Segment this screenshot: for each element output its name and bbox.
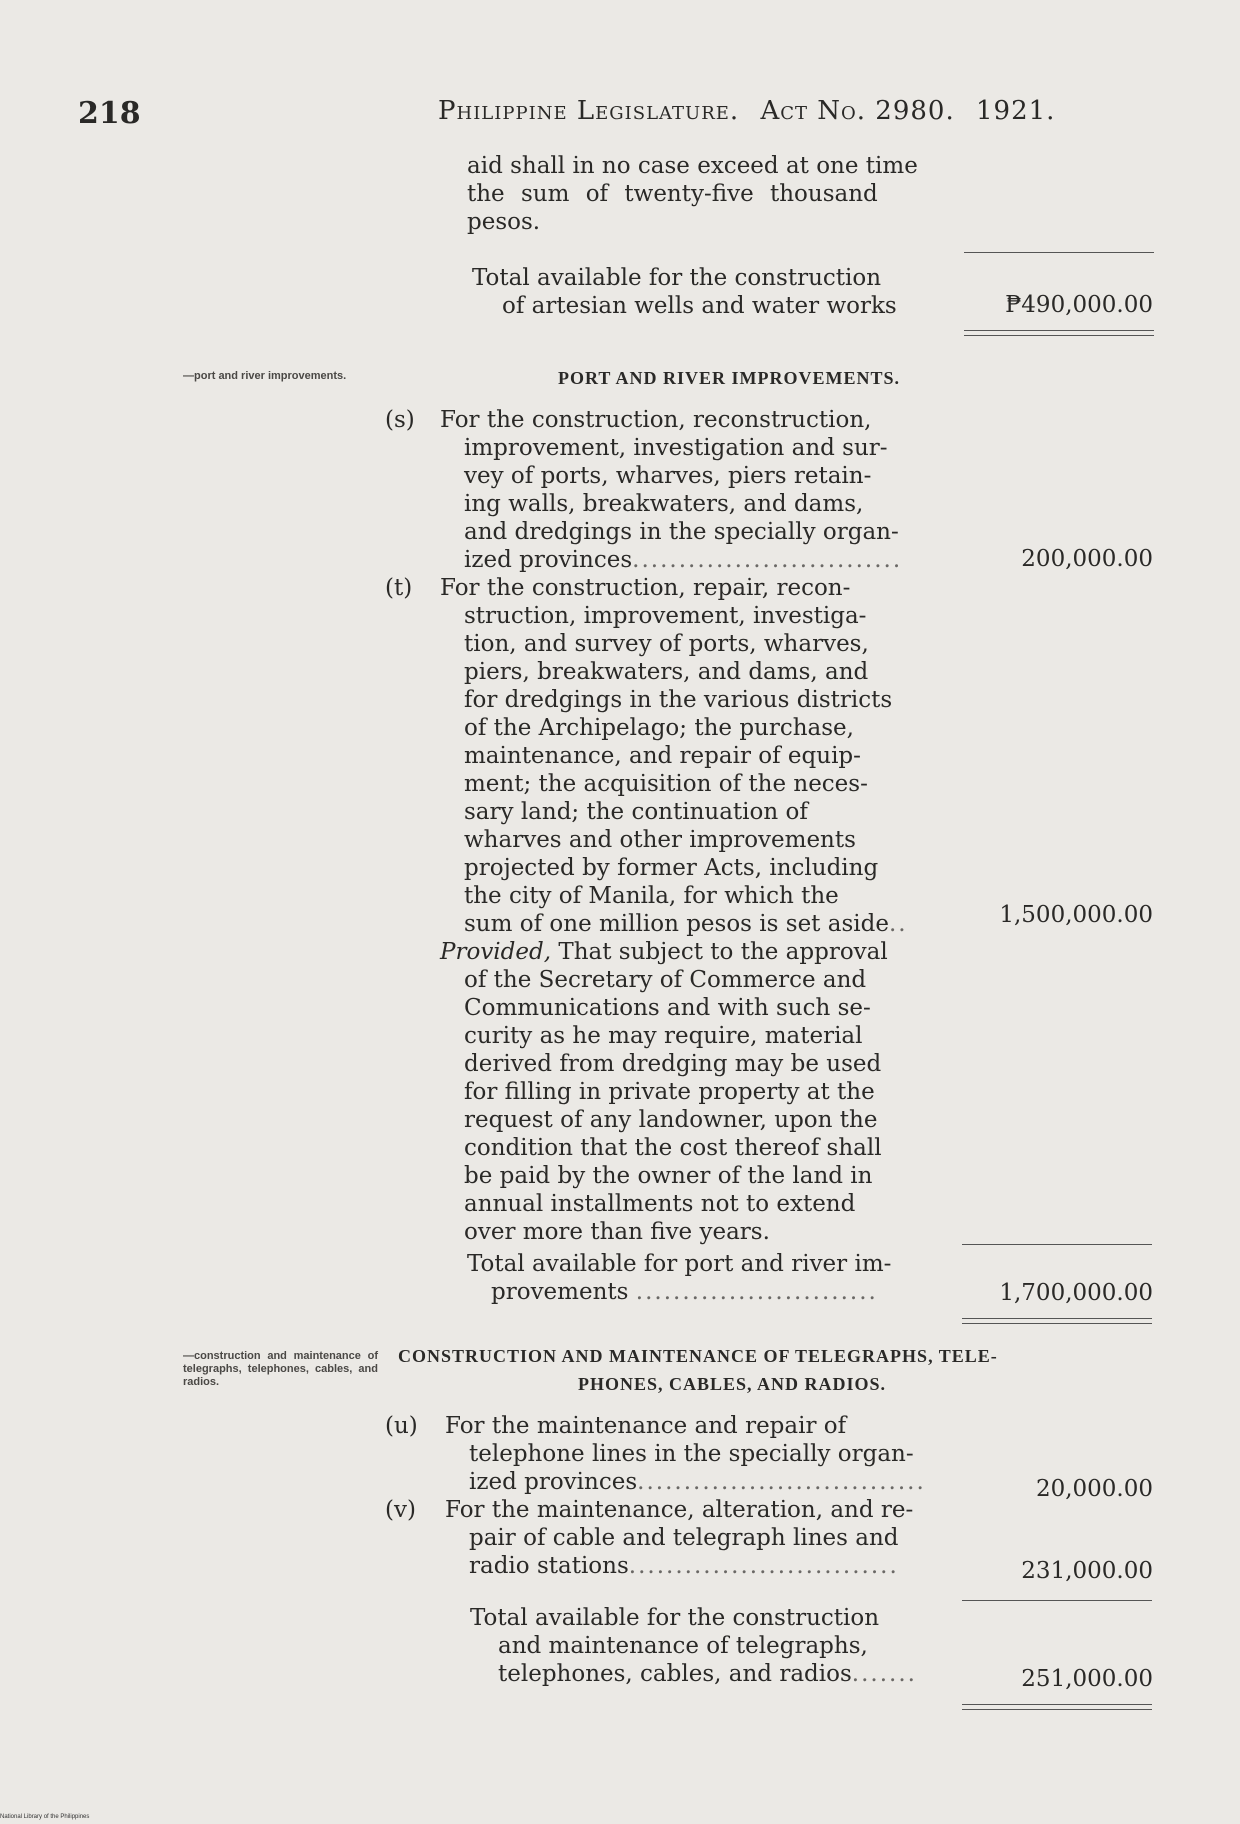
text-line: condition that the cost thereof shall — [464, 1135, 882, 1161]
text-line: For the construction, repair, recon- — [440, 575, 851, 601]
item-s-amount: 200,000.00 — [1021, 546, 1153, 572]
dot-leader: ............................. — [628, 1553, 899, 1579]
text-line: sary land; the continuation of — [464, 799, 808, 825]
item-v-amount: 231,000.00 — [1021, 1558, 1153, 1584]
text-line: Total available for the construction — [470, 1605, 880, 1631]
text-line: For the construction, reconstruction, — [440, 407, 872, 433]
item-u-amount: 20,000.00 — [1035, 1476, 1153, 1502]
text-line: annual installments not to extend — [464, 1191, 856, 1217]
text-line: and dredgings in the specially organ- — [464, 519, 899, 545]
text-line: telephone lines in the specially organ- — [469, 1441, 914, 1467]
text-line — [445, 1468, 965, 1496]
dot-leader: .. — [888, 911, 908, 937]
proviso-first-line — [440, 938, 962, 966]
text-line: for dredgings in the various districts — [464, 687, 893, 713]
text-fragment: radio stations — [469, 1553, 629, 1579]
item-label-u: (u) — [385, 1413, 418, 1439]
section-heading-telegraph-2: PHONES, CABLES, AND RADIOS. — [578, 1374, 887, 1394]
text-line: be paid by the owner of the land in — [464, 1163, 873, 1189]
text-line: aid shall in no case exceed at one time — [467, 153, 918, 179]
text-line: for filling in private property at the — [464, 1079, 875, 1105]
telegraph-total-label — [470, 1604, 970, 1688]
text-line: projected by former Acts, including — [464, 855, 879, 881]
rule — [962, 1244, 1152, 1245]
text-line: over more than five years. — [464, 1219, 770, 1245]
text-line: ment; the acquisition of the neces- — [464, 771, 868, 797]
header-act: Act No. 2980. — [760, 96, 955, 126]
proviso-word: Provided, — [440, 939, 552, 965]
text-line: maintenance, and repair of equip- — [464, 743, 861, 769]
section-heading-port: PORT AND RIVER IMPROVEMENTS. — [558, 368, 901, 388]
rule — [964, 252, 1154, 253]
item-label-t: (t) — [385, 575, 413, 601]
text-line: Communications and with such se- — [464, 995, 871, 1021]
text-line: ing walls, breakwaters, and dams, — [464, 491, 864, 517]
text-line: the sum of twenty-five thousand — [467, 181, 878, 207]
text-line: Total available for port and river im- — [467, 1251, 892, 1277]
dot-leader: .......................... — [635, 1279, 878, 1305]
artesian-total-amount: ₱490,000.00 — [1005, 292, 1153, 318]
text-line: pesos. — [467, 209, 541, 235]
item-u-text — [445, 1412, 965, 1496]
margin-note-telegraph: —construction and maintenance of telegraphs, telephones, cables, and radios. — [183, 1350, 378, 1388]
double-rule — [962, 1318, 1152, 1324]
text-line — [467, 1278, 967, 1306]
page-number: 218 — [78, 96, 141, 131]
dot-leader: ............................. — [632, 547, 903, 573]
scan-footer-note: National Library of the Philippines — [0, 1814, 90, 1820]
running-header — [438, 96, 1067, 126]
text-line: improvement, investigation and sur- — [464, 435, 888, 461]
double-rule — [964, 330, 1154, 336]
text-line: struction, improvement, investiga- — [464, 603, 867, 629]
text-line: wharves and other improvements — [464, 827, 856, 853]
text-line — [445, 1552, 965, 1580]
margin-note-port: —port and river improvements. — [183, 370, 347, 382]
port-total-label — [467, 1250, 967, 1306]
dot-leader: ............................... — [637, 1469, 926, 1495]
text-line: and maintenance of telegraphs, — [498, 1633, 868, 1659]
intro-paragraph — [467, 152, 967, 236]
port-total-amount: 1,700,000.00 — [999, 1280, 1153, 1306]
text-fragment: provements — [491, 1279, 629, 1305]
artesian-total-label — [472, 264, 972, 320]
text-line: of artesian wells and water works — [502, 293, 897, 319]
text-fragment: telephones, cables, and radios — [498, 1661, 852, 1687]
text-line: the city of Manila, for which the — [464, 883, 839, 909]
text-line: of the Archipelago; the purchase, — [464, 715, 854, 741]
item-s-text — [440, 406, 962, 574]
text-line: Total available for the construction — [472, 265, 882, 291]
text-fragment: ized provinces — [464, 547, 633, 573]
text-line: of the Secretary of Commerce and — [464, 967, 867, 993]
text-line: For the maintenance and repair of — [445, 1413, 847, 1439]
text-fragment: That subject to the approval — [558, 939, 888, 965]
header-year: 1921. — [976, 96, 1056, 126]
text-line — [470, 1660, 970, 1688]
section-heading-telegraph-1: CONSTRUCTION AND MAINTENANCE OF TELEGRAPHS, TELE- — [398, 1346, 998, 1366]
dot-leader: ....... — [851, 1661, 917, 1687]
text-line: curity as he may require, material — [464, 1023, 863, 1049]
text-line — [440, 910, 962, 938]
text-fragment: sum of one million pesos is set aside — [464, 911, 889, 937]
text-line: vey of ports, wharves, piers retain- — [464, 463, 872, 489]
item-t-text — [440, 574, 962, 1246]
rule — [962, 1600, 1152, 1601]
text-fragment: ized provinces — [469, 1469, 638, 1495]
item-t-amount: 1,500,000.00 — [999, 902, 1153, 928]
item-label-s: (s) — [385, 407, 415, 433]
text-line — [440, 546, 962, 574]
item-label-v: (v) — [385, 1497, 416, 1523]
header-title: Philippine Legislature. — [438, 96, 740, 126]
text-line: piers, breakwaters, and dams, and — [464, 659, 869, 685]
text-line: For the maintenance, alteration, and re- — [445, 1497, 914, 1523]
text-line: request of any landowner, upon the — [464, 1107, 878, 1133]
telegraph-total-amount: 251,000.00 — [1021, 1666, 1153, 1692]
double-rule — [962, 1704, 1152, 1710]
text-line: derived from dredging may be used — [464, 1051, 882, 1077]
text-line: tion, and survey of ports, wharves, — [464, 631, 869, 657]
item-v-text — [445, 1496, 965, 1580]
text-line: pair of cable and telegraph lines and — [469, 1525, 899, 1551]
